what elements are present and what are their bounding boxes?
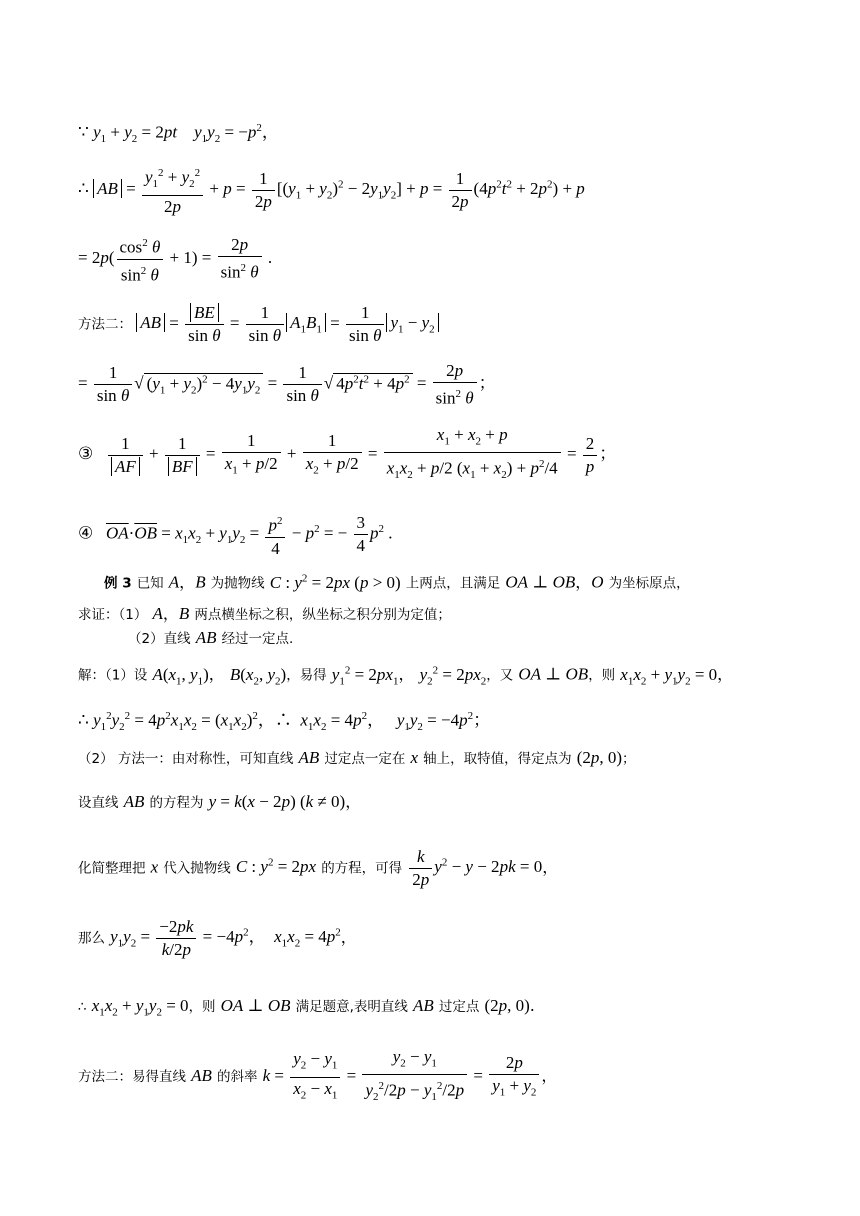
solution-line-2: ∴ $y_1^2y_2^2 = 4p^2x_1x_2 = (x_1x_2)^2$，∴ $x_1x_2 = 4p^2$， $y_1y_2 = -4p^2$；	[78, 710, 491, 734]
line-1: ∵ $y_1 + y_2 = 2pt$ $y_1y_2 = -p^2$，	[78, 122, 279, 146]
proof-line-2: （2）直线 AB 经过一定点.	[128, 628, 294, 647]
then-line: 那么 $y_1y_2$ = $\frac{-2pk}{k/2p}$ = $-4p^2$， $x_1x_2 = 4p^2$，	[78, 917, 357, 959]
substitute-line: 化简整理把 x 代入抛物线 C : $y^2 = 2px$ 的方程，可得 $\frac{k}{2p}$ $y^2 - y - 2pk = 0$，	[78, 847, 559, 889]
proof-line-1: 求证：（1） A，B 两点横坐标之积，纵坐标之积分别为定值；	[78, 604, 451, 623]
method-1-line: （2） 方法一：由对称性，可知直线 AB 过定点一定在 x 轴上，取特值，得定点为 (2p, 0)；	[78, 748, 636, 767]
line-2: ∴ AB = $\frac{y_1^2 + y_2^2}{2p}$ + p = $\frac{1}{2p}$ $[(y_1 + y_2)^2 - 2y_1y_2] + p$ = $\frac{1}{2p}$ $(4p^2t^2 + 2p^2) + p$	[78, 162, 585, 218]
solution-line-1: 解：（1）设 $A(x_1$, $y_1$)， $B(x_2$, $y_2$)，易得 $y_1^2 = 2px_1$， $y_2^2 = 2px_2$，又 OA ⊥ OB，则 $x_1x_2 + y_1y_2 = 0$，	[78, 664, 734, 688]
line-7: ④ $\overline{OA}\cdot\overline{OB} = x_1x_2 + y_1y_2$ = $\frac{p^2}{4}$ − $p^2$ = − $\frac{3}{4}$ $p^2$ .	[78, 510, 393, 560]
line-equation: 设直线 AB 的方程为 y = k(x − 2p) (k ≠ 0)，	[78, 792, 362, 811]
example-3-line: 例 3 已知 A，B 为抛物线 C : $y^2 = 2px$ (p > 0) 上两点，且满足 OA ⊥ OB，O 为坐标原点，	[104, 572, 690, 592]
line-3: = 2p( $\frac{\cos^2 \theta}{\sin^2 \theta}$ + 1) = $\frac{2p}{\sin^2 \theta}$ .	[78, 232, 272, 286]
method-2-line: 方法二：易得直线 AB 的斜率 k = $\frac{y_2 - y_1}{x_2 - x_1}$ = $\frac{y_2 - y_1}{y_2^2/2p - y_1^2/2p}$ = $\frac{2p}{y_1 + y_2}$ ，	[78, 1047, 558, 1104]
line-4: 方法二： AB = $\frac{BE}{\text{sin θ}}$ = $\frac{1}{\text{sin θ}}$ $A_1B_1$ = $\frac{1}{\text{sin θ}}$ $y_1 - y_2$	[78, 302, 439, 347]
line-6: ③ $\frac{1}{AF}$ + $\frac{1}{BF}$ = $\frac{1}{x_1 + p/2}$ + $\frac{1}{x_2 + p/2}$ = $\frac{x_1 + x_2 + p}{x_1x_2 + p/2 (x_1 + x_2) + p^2/4}$ = $\frac{2}{p}$ ；	[78, 425, 617, 482]
line-5: = $\frac{1}{\text{sin θ}}$ √ $(y_1 + y_2)^2 - 4y_1y_2$ = $\frac{1}{\text{sin θ}}$ √ $4p^2t^2 + 4p^2$ = $\frac{2p}{\sin^2 \theta}$ ；	[78, 361, 496, 408]
conclusion-line: ∴ $x_1x_2 + y_1y_2 = 0$，则 OA ⊥ OB 满足题意,表明直线 AB 过定点 (2p, 0).	[78, 996, 535, 1019]
